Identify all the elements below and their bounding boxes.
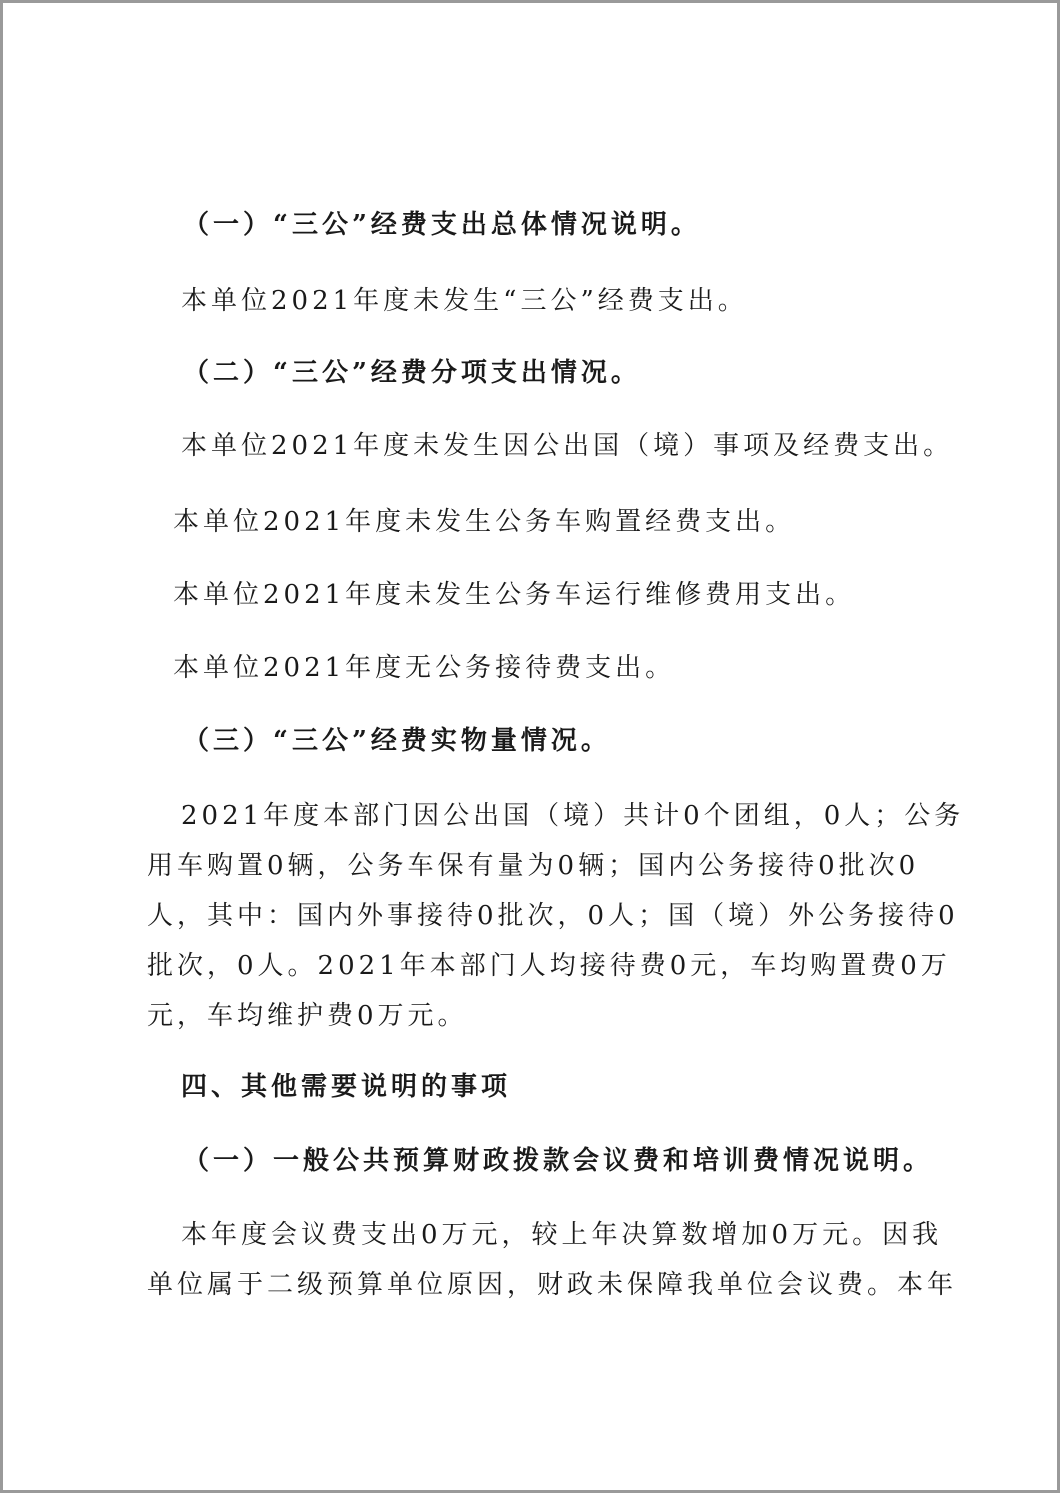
paragraph-line: 人，其中：国内外事接待0批次，0人；国（境）外公务接待0 xyxy=(147,901,959,931)
section-heading-2: （二）“三公”经费分项支出情况。 xyxy=(183,358,641,388)
paragraph-line: 本单位2021年度未发生因公出国（境）事项及经费支出。 xyxy=(181,431,954,461)
paragraph-line: 本单位2021年度无公务接待费支出。 xyxy=(173,653,676,683)
section-heading-3: （三）“三公”经费实物量情况。 xyxy=(183,726,611,756)
paragraph-line: 单位属于二级预算单位原因，财政未保障我单位会议费。本年 xyxy=(147,1270,958,1300)
paragraph-line: 2021年度本部门因公出国（境）共计0个团组，0人；公务 xyxy=(181,801,965,831)
paragraph-line: 元，车均维护费0万元。 xyxy=(147,1001,468,1031)
section-heading-4: 四、其他需要说明的事项 xyxy=(181,1072,512,1102)
paragraph-line: 用车购置0辆，公务车保有量为0辆；国内公务接待0批次0 xyxy=(147,851,920,881)
paragraph-line: 本单位2021年度未发生“三公”经费支出。 xyxy=(181,286,748,316)
section-heading-1: （一）“三公”经费支出总体情况说明。 xyxy=(183,210,701,240)
subsection-heading: （一）一般公共预算财政拨款会议费和培训费情况说明。 xyxy=(183,1146,934,1176)
paragraph-line: 批次，0人。2021年本部门人均接待费0元，车均购置费0万 xyxy=(147,951,951,981)
paragraph-line: 本单位2021年度未发生公务车购置经费支出。 xyxy=(173,507,796,537)
paragraph-line: 本年度会议费支出0万元，较上年决算数增加0万元。因我 xyxy=(181,1220,943,1250)
paragraph-line: 本单位2021年度未发生公务车运行维修费用支出。 xyxy=(173,580,856,610)
